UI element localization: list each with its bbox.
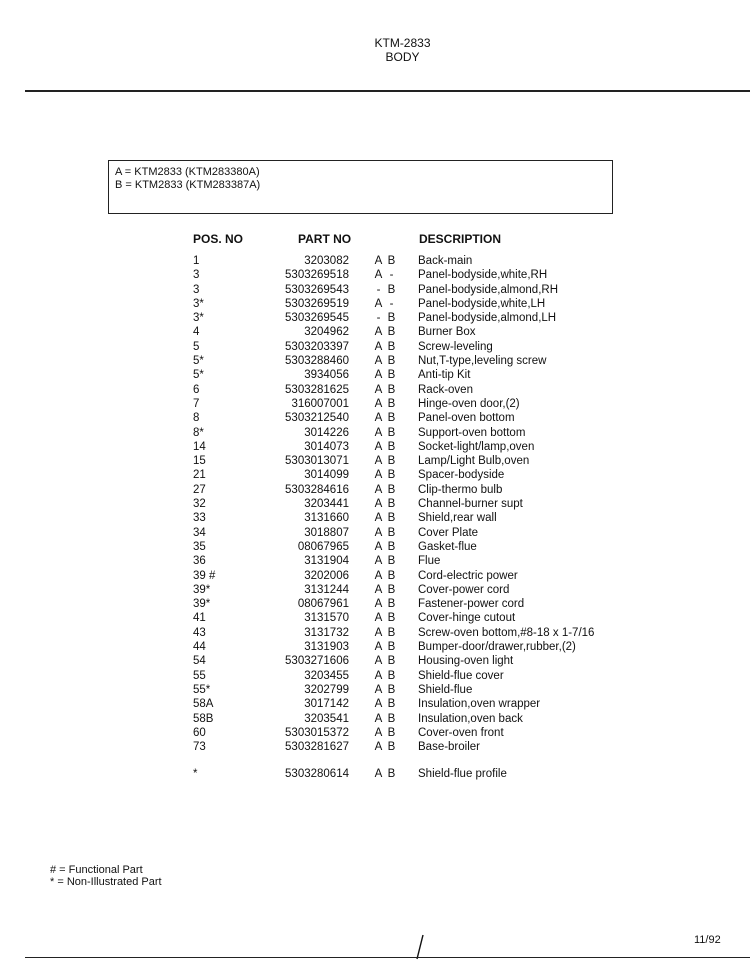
model-a-cell: A	[374, 583, 383, 596]
part-no-cell: 5303212540	[285, 412, 349, 425]
description-header: DESCRIPTION	[419, 232, 502, 246]
model-b-cell: B	[387, 412, 396, 425]
model-a-cell: A	[374, 483, 383, 496]
model-b-cell: B	[387, 440, 396, 453]
pos-no-cell: 4	[193, 326, 200, 339]
model-b-cell: B	[387, 612, 396, 625]
pos-no-cell: 39*	[193, 583, 211, 596]
model-b-cell: B	[387, 498, 396, 511]
pos-no-cell: 58A	[193, 698, 214, 711]
model-b-cell: B	[387, 569, 396, 582]
model-a-cell: A	[374, 683, 383, 696]
model-a-cell: -	[376, 283, 381, 296]
model-b-cell: B	[387, 741, 396, 754]
model-a-cell: A	[374, 641, 383, 654]
table-row	[0, 368, 750, 382]
table-row	[0, 597, 750, 611]
description-cell: Cover-hinge cutout	[418, 612, 516, 625]
model-b-cell: B	[387, 598, 396, 611]
model-a-cell: A	[374, 612, 383, 625]
table-row	[0, 669, 750, 683]
description-cell: Screw-leveling	[418, 340, 493, 353]
part-no-cell: 3014073	[304, 440, 349, 453]
description-cell: Clip-thermo bulb	[418, 483, 503, 496]
model-a-cell: A	[374, 440, 383, 453]
part-no-cell: 3934056	[304, 369, 349, 382]
part-no-cell: 5303281627	[285, 741, 349, 754]
model-b-cell: B	[387, 255, 396, 267]
pos-no-cell: 5*	[193, 369, 204, 382]
section-title: BODY	[385, 50, 420, 64]
model-b-cell: B	[387, 669, 396, 682]
model-b-cell: B	[387, 312, 396, 325]
part-no-cell: 3203082	[304, 255, 349, 267]
table-row	[0, 454, 750, 468]
model-b-cell: B	[387, 655, 396, 668]
model-b-cell: B	[387, 512, 396, 525]
description-cell: Channel-burner supt	[418, 498, 523, 511]
pos-no-header: POS. NO	[193, 232, 244, 246]
description-cell: Anti-tip Kit	[418, 369, 471, 382]
page-mark-text: /	[414, 934, 415, 935]
table-row	[0, 511, 750, 525]
model-b-cell: B	[387, 726, 396, 739]
part-no-cell: 5303269519	[285, 297, 349, 310]
table-row	[0, 411, 750, 425]
table-row	[0, 383, 750, 397]
table-row	[0, 440, 750, 454]
pos-no-cell: 7	[193, 397, 200, 410]
model-b-cell: B	[387, 698, 396, 711]
description-cell: Panel-oven bottom	[418, 412, 515, 425]
description-cell: Insulation,oven back	[418, 712, 523, 725]
model-b-cell: B	[387, 526, 396, 539]
pos-no-cell: 5	[193, 340, 200, 353]
part-no-cell: 3131903	[304, 641, 349, 654]
revision-date: 11/92	[694, 934, 721, 946]
model-a-cell: -	[376, 312, 381, 325]
table-row	[0, 712, 750, 726]
model-a-cell: A	[374, 626, 383, 639]
table-row	[0, 554, 750, 568]
description-cell: Cover-power cord	[418, 583, 510, 596]
page-header	[0, 36, 750, 64]
part-no-cell: 5303203397	[285, 340, 349, 353]
part-no-cell: 5303284616	[285, 483, 349, 496]
model-a-cell: A	[374, 768, 383, 781]
model-b-cell: -	[389, 269, 394, 282]
part-no-cell: 5303015372	[285, 726, 349, 739]
model-a-cell: A	[374, 340, 383, 353]
pos-no-cell: 58B	[193, 712, 214, 725]
table-row	[0, 297, 750, 311]
model-b-cell: B	[387, 469, 396, 482]
model-a-cell: A	[374, 726, 383, 739]
pos-no-cell: 73	[193, 741, 206, 754]
part-no-cell: 08067965	[297, 540, 349, 553]
model-a-cell: A	[374, 426, 383, 439]
description-cell: Panel-bodyside,white,LH	[418, 297, 546, 310]
pos-no-cell: 41	[193, 612, 206, 625]
description-cell: Hinge-oven door,(2)	[418, 397, 520, 410]
description-cell: Lamp/Light Bulb,oven	[418, 455, 530, 468]
description-cell: Cover-oven front	[418, 726, 504, 739]
part-no-cell: 08067961	[297, 598, 349, 611]
model-b-cell: B	[387, 383, 396, 396]
pos-no-cell: 14	[193, 440, 206, 453]
part-no-cell: 3202799	[304, 683, 349, 696]
part-no-header: PART NO	[298, 232, 352, 246]
pos-no-cell: 3	[193, 283, 200, 296]
description-cell: Nut,T-type,leveling screw	[418, 355, 547, 368]
model-title: KTM-2833	[374, 36, 431, 50]
model-b-cell: B	[387, 397, 396, 410]
table-row	[0, 325, 750, 339]
part-no-cell: 3014226	[304, 426, 349, 439]
part-no-cell: 5303271606	[285, 655, 349, 668]
table-row	[0, 283, 750, 297]
description-cell: Panel-bodyside,almond,LH	[418, 312, 557, 325]
model-a-cell: A	[374, 540, 383, 553]
pos-no-cell: 3	[193, 269, 200, 282]
model-key-line: B = KTM2833 (KTM283387A)	[115, 179, 261, 191]
table-row	[0, 497, 750, 511]
pos-no-cell: 39 #	[193, 569, 216, 582]
table-row	[0, 654, 750, 668]
model-b-cell: B	[387, 683, 396, 696]
part-no-cell: 3017142	[304, 698, 349, 711]
table-row	[0, 640, 750, 654]
pos-no-cell: 55	[193, 669, 206, 682]
model-a-cell: A	[374, 698, 383, 711]
description-cell: Spacer-bodyside	[418, 469, 505, 482]
pos-no-cell: 8	[193, 412, 200, 425]
pos-no-cell: 5*	[193, 355, 204, 368]
part-no-cell: 316007001	[291, 397, 349, 410]
model-b-cell: B	[387, 712, 396, 725]
part-no-cell: 5303288460	[285, 355, 349, 368]
pos-no-cell: 43	[193, 626, 206, 639]
model-a-cell: A	[374, 369, 383, 382]
table-row	[0, 726, 750, 740]
model-a-cell: A	[374, 569, 383, 582]
pos-no-cell: 44	[193, 641, 206, 654]
description-cell: Insulation,oven wrapper	[418, 698, 541, 711]
description-cell: Housing-oven light	[418, 655, 514, 668]
table-row	[0, 740, 750, 754]
model-a-cell: A	[374, 469, 383, 482]
part-no-cell: 3203455	[304, 669, 349, 682]
column-headers	[0, 232, 750, 248]
table-row	[0, 697, 750, 711]
pos-no-cell: 32	[193, 498, 206, 511]
description-cell: Panel-bodyside,white,RH	[418, 269, 548, 282]
description-cell: Flue	[418, 555, 441, 568]
pos-no-cell: 15	[193, 455, 206, 468]
description-cell: Gasket-flue	[418, 540, 477, 553]
table-row	[0, 569, 750, 583]
pos-no-cell: 1	[193, 255, 200, 267]
model-a-cell: A	[374, 383, 383, 396]
table-row	[0, 626, 750, 640]
part-no-cell: 5303269518	[285, 269, 349, 282]
table-row	[0, 268, 750, 282]
table-row	[0, 583, 750, 597]
page-mark	[414, 934, 426, 965]
model-b-cell: B	[387, 641, 396, 654]
pos-no-cell: 36	[193, 555, 206, 568]
description-cell: Fastener-power cord	[418, 598, 525, 611]
model-b-cell: B	[387, 768, 396, 781]
table-row	[0, 526, 750, 540]
description-cell: Bumper-door/drawer,rubber,(2)	[418, 641, 576, 654]
table-row	[0, 311, 750, 325]
part-no-cell: 5303269545	[285, 312, 349, 325]
model-a-cell: A	[374, 255, 383, 267]
description-cell: Burner Box	[418, 326, 476, 339]
description-cell: Cord-electric power	[418, 569, 518, 582]
model-b-cell: B	[387, 283, 396, 296]
pos-no-cell: 33	[193, 512, 206, 525]
model-a-cell: A	[374, 555, 383, 568]
model-a-cell: A	[374, 397, 383, 410]
pos-no-cell: 35	[193, 540, 206, 553]
model-a-cell: A	[374, 655, 383, 668]
part-no-cell: 3131660	[304, 512, 349, 525]
description-cell: Socket-light/lamp,oven	[418, 440, 535, 453]
model-a-cell: A	[374, 412, 383, 425]
pos-no-cell: 34	[193, 526, 206, 539]
model-b-cell: B	[387, 626, 396, 639]
table-row	[0, 426, 750, 440]
part-no-cell: 3203541	[304, 712, 349, 725]
top-divider	[25, 90, 750, 92]
model-b-cell: B	[387, 355, 396, 368]
part-no-cell: 5303269543	[285, 283, 349, 296]
description-cell: Panel-bodyside,almond,RH	[418, 283, 558, 296]
description-cell: Support-oven bottom	[418, 426, 526, 439]
description-cell: Shield-flue profile	[418, 768, 507, 781]
part-no-cell: 5303280614	[285, 768, 349, 781]
model-key-box	[108, 160, 613, 214]
part-no-cell: 3018807	[304, 526, 349, 539]
description-cell: Back-main	[418, 255, 473, 267]
legend-functional-part: # = Functional Part	[50, 864, 143, 876]
parts-list	[0, 254, 750, 782]
model-b-cell: B	[387, 583, 396, 596]
table-row	[0, 483, 750, 497]
model-b-cell: -	[389, 297, 394, 310]
description-cell: Cover Plate	[418, 526, 479, 539]
model-a-cell: A	[374, 669, 383, 682]
description-cell: Base-broiler	[418, 741, 480, 754]
model-b-cell: B	[387, 555, 396, 568]
model-a-cell: A	[374, 498, 383, 511]
description-cell: Shield,rear wall	[418, 512, 497, 525]
description-cell: Screw-oven bottom,#8-18 x 1-7/16	[418, 626, 595, 639]
model-a-cell: A	[374, 269, 383, 282]
model-a-cell: A	[374, 598, 383, 611]
model-b-cell: B	[387, 340, 396, 353]
legend-non-illustrated-part: * = Non-Illustrated Part	[50, 876, 162, 888]
description-cell: Shield-flue cover	[418, 669, 504, 682]
pos-no-cell: 60	[193, 726, 206, 739]
table-row	[0, 397, 750, 411]
table-row	[0, 611, 750, 625]
part-no-cell: 3203441	[304, 498, 349, 511]
part-no-cell: 3204962	[304, 326, 349, 339]
table-row	[0, 540, 750, 554]
model-b-cell: B	[387, 426, 396, 439]
table-row	[0, 468, 750, 482]
part-no-cell: 3014099	[304, 469, 349, 482]
model-a-cell: A	[374, 512, 383, 525]
part-no-cell: 5303281625	[285, 383, 349, 396]
pos-no-cell: 3*	[193, 312, 204, 325]
pos-no-cell: 21	[193, 469, 206, 482]
model-b-cell: B	[387, 369, 396, 382]
pos-no-cell: 39*	[193, 598, 211, 611]
pos-no-cell: 27	[193, 483, 206, 496]
table-row	[0, 767, 750, 781]
part-no-cell: 5303013071	[285, 455, 349, 468]
legend	[50, 864, 162, 888]
part-no-cell: 3131244	[304, 583, 349, 596]
table-row	[0, 340, 750, 354]
pos-no-cell: 6	[193, 383, 200, 396]
description-cell: Shield-flue	[418, 683, 473, 696]
pos-no-cell: 3*	[193, 297, 204, 310]
pos-no-cell: 8*	[193, 426, 204, 439]
model-a-cell: A	[374, 712, 383, 725]
table-row	[0, 354, 750, 368]
table-row	[0, 254, 750, 268]
model-key-line: A = KTM2833 (KTM283380A)	[115, 166, 260, 178]
pos-no-cell: 54	[193, 655, 206, 668]
part-no-cell: 3131570	[304, 612, 349, 625]
pos-no-cell: *	[193, 768, 198, 781]
model-b-cell: B	[387, 540, 396, 553]
pos-no-cell: 55*	[193, 683, 211, 696]
model-b-cell: B	[387, 455, 396, 468]
part-no-cell: 3131904	[304, 555, 349, 568]
model-a-cell: A	[374, 455, 383, 468]
model-b-cell: B	[387, 483, 396, 496]
model-a-cell: A	[374, 297, 383, 310]
model-a-cell: A	[374, 326, 383, 339]
model-a-cell: A	[374, 355, 383, 368]
model-b-cell: B	[387, 326, 396, 339]
table-row	[0, 683, 750, 697]
model-a-cell: A	[374, 741, 383, 754]
part-no-cell: 3202006	[304, 569, 349, 582]
description-cell: Rack-oven	[418, 383, 473, 396]
bottom-divider	[25, 957, 750, 958]
part-no-cell: 3131732	[304, 626, 349, 639]
model-a-cell: A	[374, 526, 383, 539]
